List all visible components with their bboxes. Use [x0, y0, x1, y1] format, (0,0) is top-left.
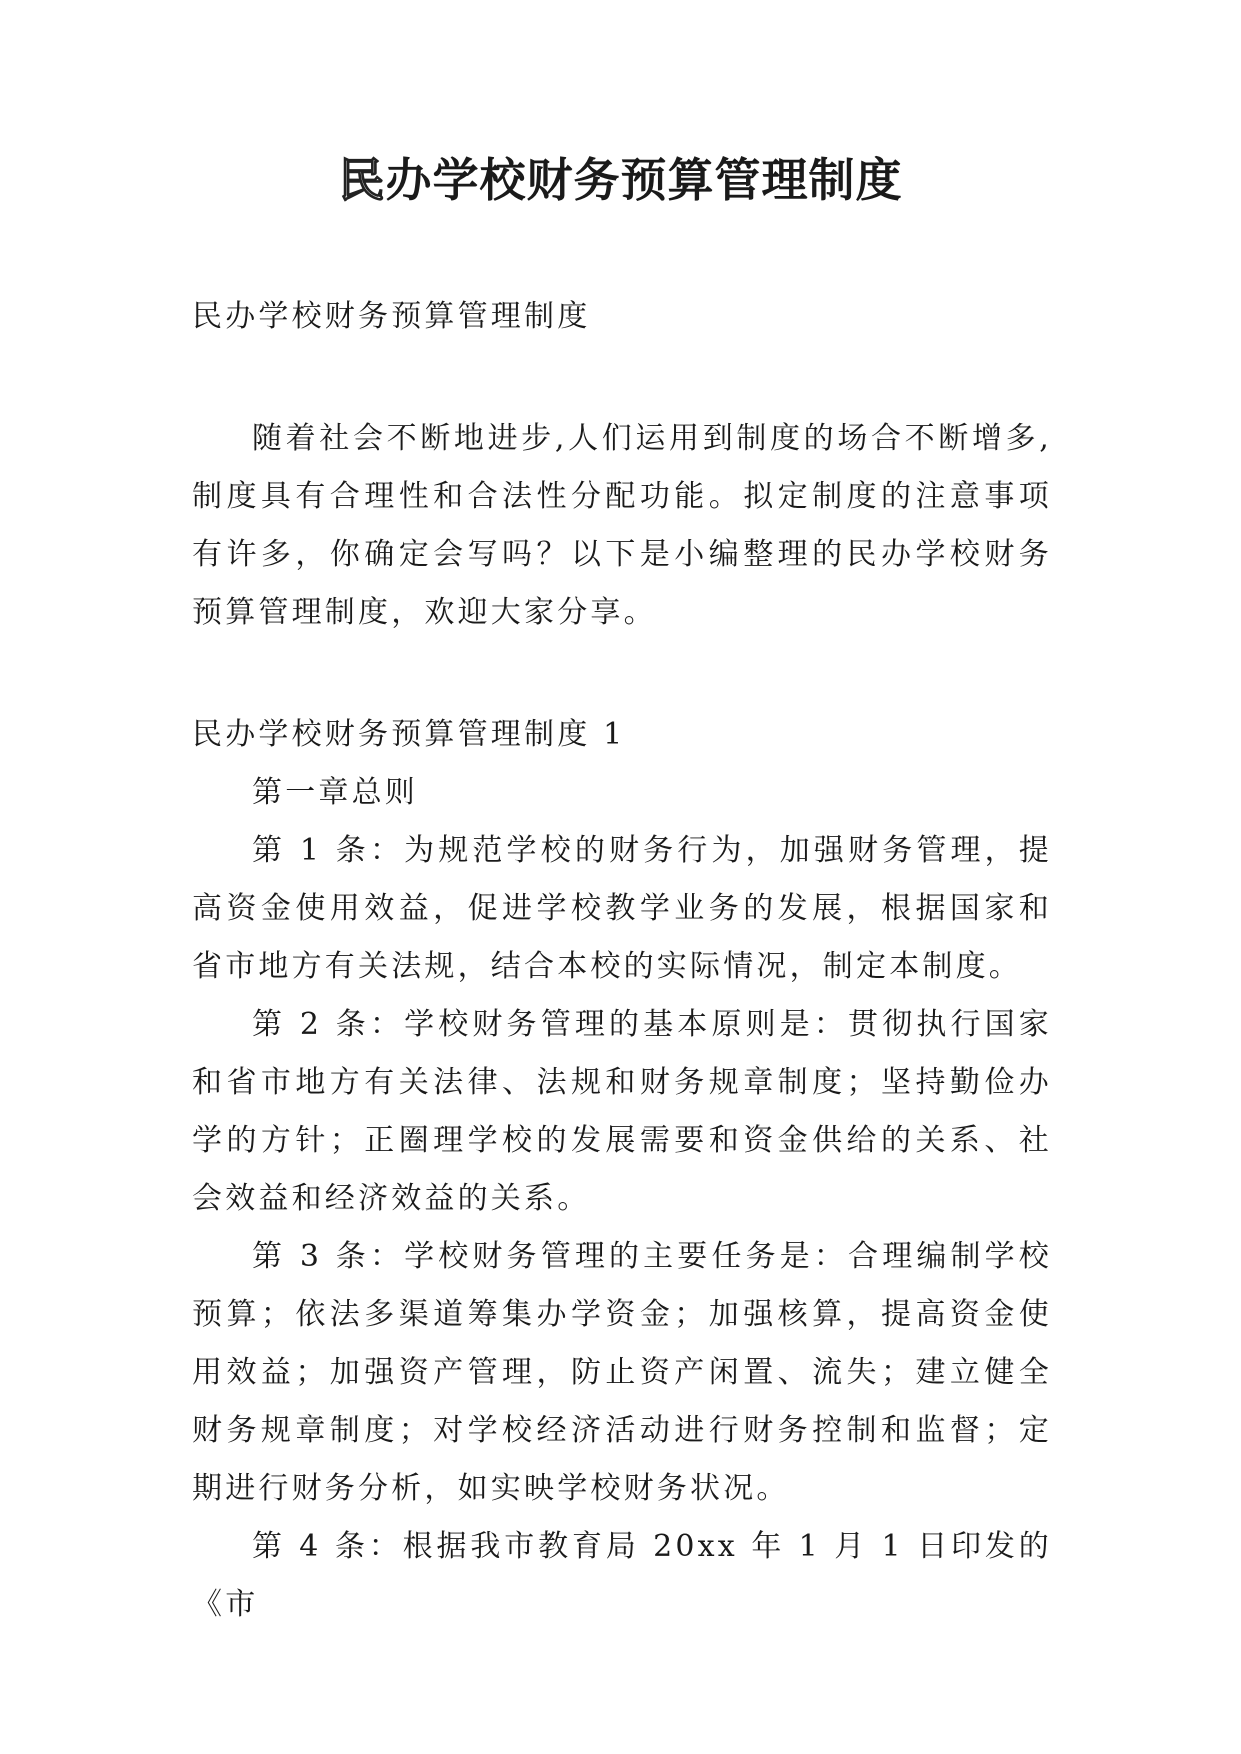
subtitle: 民办学校财务预算管理制度 — [192, 299, 591, 334]
document-title — [0, 150, 1241, 210]
spacer — [192, 346, 1052, 410]
chapter-heading: 第一章总则 — [252, 775, 418, 810]
article-2: 第 2 条：学校财务管理的基本原则是：贯彻执行国家和省市地方有关法律、法规和财务规章制度；坚持勤俭办学的方针；正圈理学校的发展需要和资金供给的关系、社会效益和经济效益的关系。 — [192, 1007, 1052, 1216]
section-title: 民办学校财务预算管理制度 1 — [192, 717, 626, 752]
document-body — [192, 288, 1052, 1634]
intro-paragraph: 随着社会不断地进步,人们运用到制度的场合不断增多,制度具有合理性和合法性分配功能。拟定制度的注意事项有许多，你确定会写吗？以下是小编整理的民办学校财务预算管理制度，欢迎大家分享。 — [192, 421, 1052, 630]
title-rest: 办学校财务预算管理制度 — [385, 153, 903, 207]
article-4: 第 4 条：根据我市教育局 20xx 年 1 月 1 日印发的《市 — [192, 1529, 1052, 1622]
article-3: 第 3 条：学校财务管理的主要任务是：合理编制学校预算；依法多渠道筹集办学资金；加强核算，提高资金使用效益；加强资产管理，防止资产闲置、流失；建立健全财务规章制度；对学校经济活动进行财务控制和监督；定期进行财务分析，如实映学校财务状况。 — [192, 1239, 1052, 1506]
title-first-char: 民 — [338, 153, 386, 207]
article-1: 第 1 条：为规范学校的财务行为，加强财务管理，提高资金使用效益，促进学校教学业务的发展，根据国家和省市地方有关法规，结合本校的实际情况，制定本制度。 — [192, 833, 1052, 984]
spacer — [192, 642, 1052, 706]
